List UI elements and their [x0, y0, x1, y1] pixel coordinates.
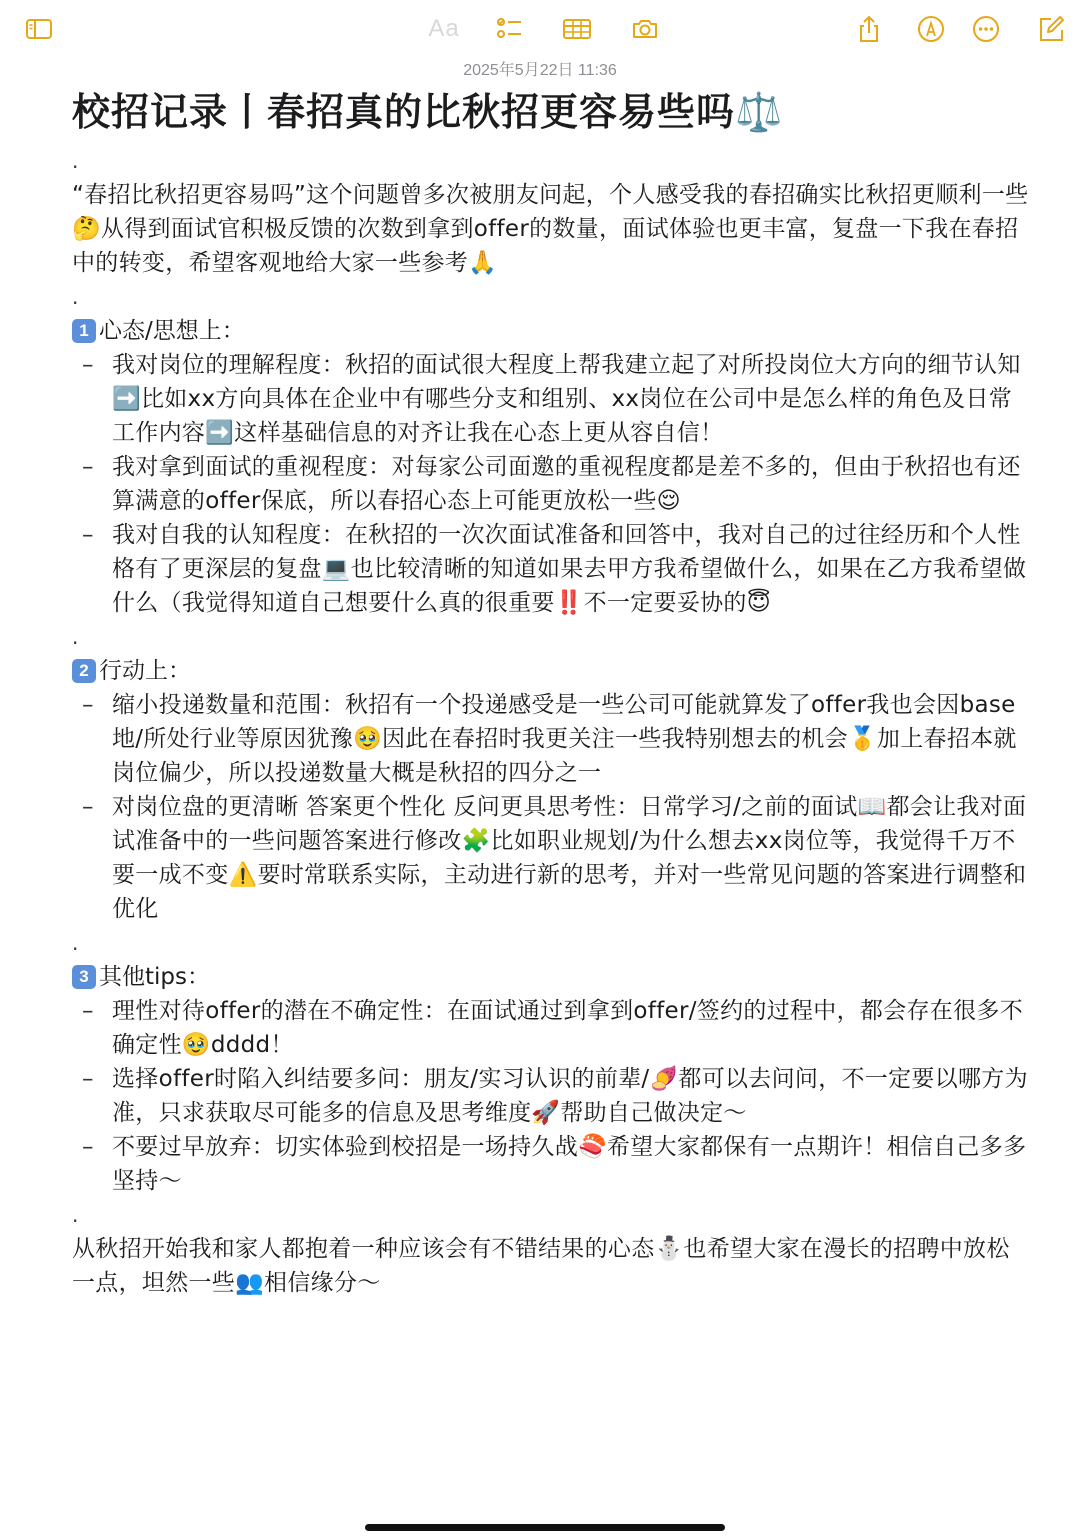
- spacer-dot: .: [72, 285, 79, 309]
- compose-icon[interactable]: [1034, 12, 1068, 46]
- markup-icon[interactable]: [914, 12, 948, 46]
- spacer-dot: .: [72, 931, 79, 955]
- list-item: [72, 994, 1032, 1062]
- dash-icon: –: [82, 1066, 94, 1092]
- note-title: 校招记录丨春招真的比秋招更容易些吗⚖️: [72, 90, 784, 134]
- note-timestamp: 2025年5月22日 11:36: [463, 62, 617, 79]
- camera-icon[interactable]: [628, 12, 662, 46]
- notes-toolbar: [0, 0, 1080, 60]
- sidebar-icon[interactable]: [22, 12, 56, 46]
- number-badge-icon: 2: [72, 659, 96, 683]
- intro-paragraph: “春招比秋招更容易吗”这个问题曾多次被朋友问起，个人感受我的春招确实比秋招更顺利一些🤔从得到面试官积极反馈的次数到拿到offer的数量，面试体验也更丰富，复盘一下我在春招中的转变，希望客观地给大家一些参考🙏: [72, 182, 1029, 276]
- home-indicator[interactable]: [365, 1524, 725, 1531]
- list-item: [72, 688, 1032, 790]
- format-label: Aa: [428, 15, 460, 42]
- checklist-icon[interactable]: [492, 12, 526, 46]
- number-badge-icon: 3: [72, 965, 96, 989]
- spacer-dot: .: [72, 1203, 79, 1227]
- spacer-dot: .: [72, 149, 79, 173]
- list-item-text: 我对拿到面试的重视程度：对每家公司面邀的重视程度都是差不多的，但由于秋招也有还算满意的offer保底，所以春招心态上可能更放松一些😌: [112, 454, 1021, 514]
- spacer-dot: .: [72, 625, 79, 649]
- list-item-text: 选择offer时陷入纠结要多问：朋友/实习认识的前辈/🍠都可以去问问，不一定要以哪方为准，只求获取尽可能多的信息及思考维度🚀帮助自己做决定～: [112, 1066, 1028, 1126]
- dash-icon: –: [82, 998, 94, 1024]
- list-item: [72, 450, 1032, 518]
- bullet-list: [72, 994, 1032, 1198]
- section-heading-label: 行动上：: [99, 658, 191, 684]
- list-item: [72, 348, 1032, 450]
- more-icon[interactable]: [969, 12, 1003, 46]
- list-item-text: 理性对待offer的潜在不确定性：在面试通过到拿到offer/签约的过程中，都会存在很多不确定性🥹dddd！: [112, 998, 1023, 1058]
- section-heading: [72, 654, 1032, 688]
- dash-icon: –: [82, 352, 94, 378]
- format-text-icon[interactable]: [424, 12, 464, 46]
- list-item-text: 我对岗位的理解程度：秋招的面试很大程度上帮我建立起了对所投岗位大方向的细节认知➡️比如xx方向具体在企业中有哪些分支和组别、xx岗位在公司中是怎么样的角色及日常工作内容➡️这样基础信息的对齐让我在心态上更从容自信！: [112, 352, 1021, 446]
- list-item: [72, 790, 1032, 926]
- dash-icon: –: [82, 794, 94, 820]
- section-heading: [72, 314, 1032, 348]
- note-body[interactable]: [72, 86, 1032, 1300]
- dash-icon: –: [82, 692, 94, 718]
- list-item-text: 对岗位盘的更清晰 答案更个性化 反问更具思考性：日常学习/之前的面试📖都会让我对面试准备中的一些问题答案进行修改🧩比如职业规划/为什么想去xx岗位等，我觉得千万不要一成不变⚠️要时常联系实际，主动进行新的思考，并对一些常见问题的答案进行调整和优化: [112, 794, 1027, 922]
- list-item: [72, 1130, 1032, 1198]
- bullet-list: [72, 348, 1032, 620]
- table-icon[interactable]: [560, 12, 594, 46]
- list-item-text: 缩小投递数量和范围：秋招有一个投递感受是一些公司可能就算发了offer我也会因base地/所处行业等原因犹豫🥹因此在春招时我更关注一些我特别想去的机会🥇加上春招本就岗位偏少，所以投递数量大概是秋招的四分之一: [112, 692, 1017, 786]
- share-icon[interactable]: [852, 12, 886, 46]
- outro-paragraph: 从秋招开始我和家人都抱着一种应该会有不错结果的心态⛄️也希望大家在漫长的招聘中放松一点，坦然一些👥相信缘分～: [72, 1236, 1010, 1296]
- bullet-list: [72, 688, 1032, 926]
- dash-icon: –: [82, 454, 94, 480]
- list-item: [72, 1062, 1032, 1130]
- number-badge-icon: 1: [72, 319, 96, 343]
- dash-icon: –: [82, 522, 94, 548]
- section-heading-label: 心态/思想上：: [99, 318, 245, 344]
- section-heading-label: 其他tips：: [99, 964, 210, 990]
- list-item-text: 我对自我的认知程度：在秋招的一次次面试准备和回答中，我对自己的过往经历和个人性格有了更深层的复盘💻也比较清晰的知道如果去甲方我希望做什么，如果在乙方我希望做什么（我觉得知道自己想要什么真的很重要‼️不一定要妥协的😇: [112, 522, 1027, 616]
- dash-icon: –: [82, 1134, 94, 1160]
- section-heading: [72, 960, 1032, 994]
- list-item: [72, 518, 1032, 620]
- list-item-text: 不要过早放弃：切实体验到校招是一场持久战🍣希望大家都保有一点期许！相信自己多多坚持～: [112, 1134, 1027, 1194]
